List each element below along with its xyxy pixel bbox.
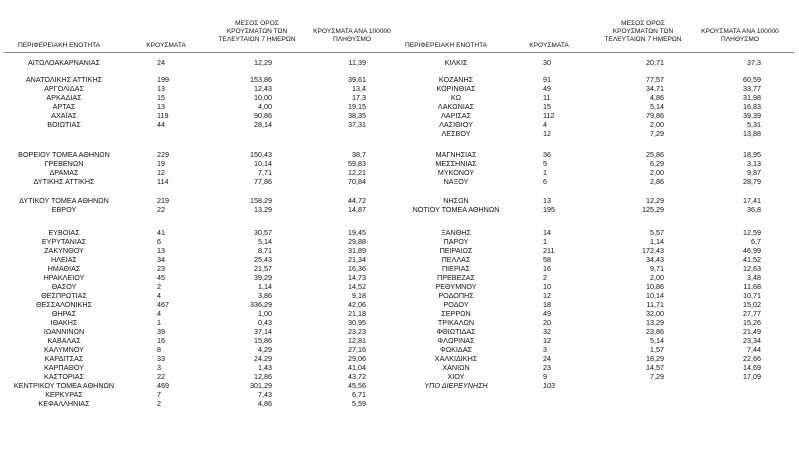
cell-avg: 153,86 <box>250 75 272 84</box>
cell-per: 27,16 <box>348 345 366 354</box>
cell-name: ΑΡΤΑΣ <box>52 102 76 111</box>
cell-per: 7,44 <box>747 345 761 354</box>
cell-name: ΘΕΣΣΑΛΟΝΙΚΗΣ <box>36 300 92 309</box>
cell-avg: 9,71 <box>650 264 664 273</box>
cell-avg: 21,57 <box>254 264 272 273</box>
cell-name: ΜΑΓΝΗΣΙΑΣ <box>435 150 477 159</box>
cell-cases: 12 <box>543 336 551 345</box>
cell-avg: 10,86 <box>646 282 664 291</box>
cell-name: ΧΙΟΥ <box>447 372 465 381</box>
cell-per: 19,15 <box>348 102 366 111</box>
cell-per: 3,48 <box>747 273 761 282</box>
cell-per: 17,3 <box>352 93 366 102</box>
cell-cases: 16 <box>157 336 165 345</box>
cell-name: ΝΗΣΩΝ <box>443 196 469 205</box>
cell-cases: 91 <box>543 75 551 84</box>
header-avg-left <box>212 20 302 44</box>
cell-cases: 33 <box>157 354 165 363</box>
cell-name: ΔΥΤΙΚΗΣ ΑΤΤΙΚΗΣ <box>33 177 95 186</box>
cell-name: ΦΘΙΩΤΙΔΑΣ <box>436 327 476 336</box>
header-per-line2: ΠΛΗΘΥΣΜΟ <box>333 36 371 43</box>
cell-cases: 1 <box>543 237 547 246</box>
cell-cases: 13 <box>157 102 165 111</box>
cell-avg: 4,86 <box>650 93 664 102</box>
cell-cases: 44 <box>157 120 165 129</box>
cell-name: ΔΡΑΜΑΣ <box>49 168 79 177</box>
cell-per: 18,95 <box>743 150 761 159</box>
header-avg-line2: ΚΡΟΥΣΜΑΤΩΝ ΤΩΝ <box>612 28 674 35</box>
cell-avg: 10,14 <box>646 291 664 300</box>
cell-avg: 32,00 <box>646 309 664 318</box>
cell-avg: 4,29 <box>258 345 272 354</box>
cell-per: 16,36 <box>348 264 366 273</box>
cell-avg: 1,57 <box>650 345 664 354</box>
cell-cases: 12 <box>157 168 165 177</box>
cell-avg: 7,29 <box>650 129 664 138</box>
cell-cases: 12 <box>543 129 551 138</box>
cell-per: 14,52 <box>348 282 366 291</box>
cell-name: ΠΑΡΟΥ <box>443 237 469 246</box>
cell-name: ΡΕΘΥΜΝΟΥ <box>435 282 477 291</box>
cell-name: ΠΙΕΡΙΑΣ <box>441 264 470 273</box>
cell-per: 28,79 <box>743 177 761 186</box>
header-region-left: ΠΕΡΙΦΕΡΕΙΑΚΗ ΕΝΟΤΗΤΑ <box>18 42 101 49</box>
cell-name: ΓΡΕΒΕΝΩΝ <box>44 159 84 168</box>
cell-avg: 10,00 <box>254 93 272 102</box>
header-avg-line1: ΜΕΣΟΣ ΟΡΟΣ <box>235 20 279 27</box>
cell-avg: 1,00 <box>258 309 272 318</box>
cell-cases: 119 <box>157 111 169 120</box>
cell-per: 29,06 <box>348 354 366 363</box>
cell-per: 21,18 <box>348 309 366 318</box>
cell-per: 9,87 <box>747 168 761 177</box>
cell-name: ΥΠΟ ΔΙΕΡΕΥΝΗΣΗ <box>424 381 488 390</box>
cell-name: ΔΥΤΙΚΟΥ ΤΟΜΕΑ ΑΘΗΝΩΝ <box>19 196 109 205</box>
cell-per: 33,77 <box>743 84 761 93</box>
cell-per: 14,87 <box>348 205 366 214</box>
cell-per: 11,68 <box>743 282 761 291</box>
cell-name: ΛΑΣΙΘΙΟΥ <box>439 120 473 129</box>
cell-avg: 5,57 <box>650 228 664 237</box>
cell-per: 45,56 <box>348 381 366 390</box>
cell-per: 38,35 <box>348 111 366 120</box>
cell-cases: 22 <box>157 205 165 214</box>
cell-name: ΑΙΤΩΛΟΑΚΑΡΝΑΝΙΑΣ <box>27 58 101 67</box>
cell-per: 37,31 <box>348 120 366 129</box>
cell-avg: 125,29 <box>642 205 664 214</box>
cell-per: 16,83 <box>743 102 761 111</box>
cell-avg: 15,86 <box>254 336 272 345</box>
cell-cases: 23 <box>543 363 551 372</box>
cell-cases: 2 <box>543 273 547 282</box>
cell-name: ΚΑΣΤΟΡΙΑΣ <box>44 372 84 381</box>
header-per-line1: ΚΡΟΥΣΜΑΤΑ ΑΝΑ 100000 <box>313 28 391 35</box>
cell-name: ΘΕΣΠΡΩΤΙΑΣ <box>41 291 87 300</box>
cell-cases: 45 <box>157 273 165 282</box>
cell-cases: 2 <box>157 282 161 291</box>
cell-avg: 34,71 <box>646 84 664 93</box>
cell-per: 5,31 <box>747 120 761 129</box>
header-per-line2: ΠΛΗΘΥΣΜΟ <box>721 36 759 43</box>
cell-avg: 150,43 <box>250 150 272 159</box>
cell-name: ΑΡΓΟΛΙΔΑΣ <box>44 84 84 93</box>
cell-per: 12,59 <box>743 228 761 237</box>
cell-name: ΗΜΑΘΙΑΣ <box>47 264 81 273</box>
cell-per: 9,18 <box>352 291 366 300</box>
cell-avg: 1,14 <box>650 237 664 246</box>
header-per-left <box>304 28 400 44</box>
header-avg-right <box>597 20 689 44</box>
cell-avg: 28,14 <box>254 120 272 129</box>
cell-avg: 20,71 <box>646 58 664 67</box>
cell-avg: 1,43 <box>258 363 272 372</box>
cell-name: ΚΕΝΤΡΙΚΟΥ ΤΟΜΕΑ ΑΘΗΝΩΝ <box>13 381 115 390</box>
cell-avg: 7,29 <box>650 372 664 381</box>
cell-avg: 30,57 <box>254 228 272 237</box>
cell-cases: 469 <box>157 381 169 390</box>
cell-avg: 2,00 <box>650 168 664 177</box>
cell-per: 60,59 <box>743 75 761 84</box>
cell-avg: 4,00 <box>258 102 272 111</box>
cell-avg: 10,14 <box>254 159 272 168</box>
cell-cases: 5 <box>543 159 547 168</box>
cell-name: ΛΑΡΙΣΑΣ <box>440 111 472 120</box>
cell-per: 22,66 <box>743 354 761 363</box>
cell-name: ΑΝΑΤΟΛΙΚΗΣ ΑΤΤΙΚΗΣ <box>25 75 103 84</box>
cell-name: ΦΩΚΙΔΑΣ <box>440 345 472 354</box>
cell-cases: 4 <box>157 291 161 300</box>
cell-avg: 14,57 <box>646 363 664 372</box>
cell-avg: 8,71 <box>258 246 272 255</box>
cell-name: ΧΑΛΚΙΔΙΚΗΣ <box>434 354 478 363</box>
cell-avg: 4,86 <box>258 399 272 408</box>
cell-avg: 5,14 <box>258 237 272 246</box>
cell-cases: 467 <box>157 300 169 309</box>
cell-cases: 6 <box>157 237 161 246</box>
header-avg-line1: ΜΕΣΟΣ ΟΡΟΣ <box>621 20 665 27</box>
header-cases-left: ΚΡΟΥΣΜΑΤΑ <box>146 42 186 49</box>
cell-per: 59,83 <box>348 159 366 168</box>
cell-avg: 2,00 <box>650 120 664 129</box>
cell-name: ΠΡΕΒΕΖΑΣ <box>437 273 475 282</box>
cell-name: ΙΩΑΝΝΙΝΩΝ <box>43 327 85 336</box>
cell-per: 42,06 <box>348 300 366 309</box>
cell-per: 43,72 <box>348 372 366 381</box>
cell-name: ΕΒΡΟΥ <box>51 205 77 214</box>
cell-name: ΚΙΛΚΙΣ <box>444 58 468 67</box>
cell-cases: 15 <box>157 93 165 102</box>
cell-name: ΖΑΚΥΝΘΟΥ <box>44 246 84 255</box>
cell-avg: 7,43 <box>258 390 272 399</box>
cell-cases: 13 <box>157 84 165 93</box>
cell-avg: 301,29 <box>250 381 272 390</box>
cell-name: ΞΑΝΘΗΣ <box>441 228 471 237</box>
cell-name: ΣΕΡΡΩΝ <box>441 309 471 318</box>
cell-cases: 2 <box>157 399 161 408</box>
cell-avg: 5,14 <box>650 336 664 345</box>
cell-name: ΕΥΒΟΙΑΣ <box>48 228 80 237</box>
cell-avg: 34,43 <box>646 255 664 264</box>
cell-per: 70,84 <box>348 177 366 186</box>
cell-cases: 34 <box>157 255 165 264</box>
cell-avg: 77,57 <box>646 75 664 84</box>
cell-cases: 6 <box>543 177 547 186</box>
cell-cases: 10 <box>543 282 551 291</box>
cell-name: ΘΗΡΑΣ <box>51 309 77 318</box>
cell-avg: 25,43 <box>254 255 272 264</box>
cell-avg: 12,43 <box>254 84 272 93</box>
cell-cases: 229 <box>157 150 169 159</box>
cell-cases: 219 <box>157 196 169 205</box>
cell-name: ΑΡΚΑΔΙΑΣ <box>46 93 82 102</box>
cell-per: 17,09 <box>743 372 761 381</box>
cell-per: 10,71 <box>743 291 761 300</box>
cell-name: ΡΟΔΟΠΗΣ <box>438 291 474 300</box>
cell-avg: 12,29 <box>646 196 664 205</box>
cell-avg: 158,29 <box>250 196 272 205</box>
cell-per: 13,4 <box>352 84 366 93</box>
cell-name: ΝΑΞΟΥ <box>443 177 469 186</box>
cell-per: 23,23 <box>348 327 366 336</box>
cell-per: 41,52 <box>743 255 761 264</box>
cell-name: ΦΛΩΡΙΝΑΣ <box>437 336 475 345</box>
cell-avg: 24,29 <box>254 354 272 363</box>
cell-avg: 7,71 <box>258 168 272 177</box>
cell-cases: 3 <box>157 363 161 372</box>
cell-cases: 1 <box>157 318 161 327</box>
cell-avg: 0,43 <box>258 318 272 327</box>
cell-cases: 41 <box>157 228 165 237</box>
cell-name: ΑΧΑΪΑΣ <box>51 111 77 120</box>
cell-name: ΚΟΡΙΝΘΙΑΣ <box>436 84 476 93</box>
cell-name: ΒΟΙΩΤΙΑΣ <box>47 120 81 129</box>
header-per-right <box>690 28 790 44</box>
cell-per: 19,45 <box>348 228 366 237</box>
cell-per: 21,34 <box>348 255 366 264</box>
cell-per: 44,72 <box>348 196 366 205</box>
cell-cases: 211 <box>543 246 555 255</box>
cell-name: ΚΑΒΑΛΑΣ <box>47 336 81 345</box>
cell-cases: 15 <box>543 102 551 111</box>
cell-cases: 20 <box>543 318 551 327</box>
cell-cases: 13 <box>543 196 551 205</box>
cell-name: ΜΕΣΣΗΝΙΑΣ <box>435 159 477 168</box>
header-avg-line3: ΤΕΛΕΥΤΑΙΩΝ 7 ΗΜΕΡΩΝ <box>218 36 296 43</box>
cell-per: 6,71 <box>352 390 366 399</box>
cell-cases: 32 <box>543 327 551 336</box>
cell-per: 13,88 <box>743 129 761 138</box>
cell-name: ΒΟΡΕΙΟΥ ΤΟΜΕΑ ΑΘΗΝΩΝ <box>18 150 110 159</box>
cell-avg: 2,00 <box>650 273 664 282</box>
cell-per: 39,39 <box>743 111 761 120</box>
cell-cases: 24 <box>157 58 165 67</box>
cell-avg: 39,29 <box>254 273 272 282</box>
header-per-line1: ΚΡΟΥΣΜΑΤΑ ΑΝΑ 100000 <box>701 28 779 35</box>
cell-name: ΙΘΑΚΗΣ <box>50 318 78 327</box>
cell-avg: 172,43 <box>642 246 664 255</box>
cell-name: ΚΑΡΔΙΤΣΑΣ <box>44 354 84 363</box>
cell-cases: 36 <box>543 150 551 159</box>
cell-per: 5,59 <box>352 399 366 408</box>
cell-per: 21,49 <box>743 327 761 336</box>
cell-name: ΤΡΙΚΑΛΩΝ <box>437 318 475 327</box>
header-avg-line2: ΚΡΟΥΣΜΑΤΩΝ ΤΩΝ <box>226 28 288 35</box>
cell-avg: 37,14 <box>254 327 272 336</box>
cell-per: 23,34 <box>743 336 761 345</box>
cell-avg: 18,29 <box>646 354 664 363</box>
cell-per: 36,8 <box>747 205 761 214</box>
cell-name: ΚΩ <box>450 93 462 102</box>
cell-per: 11,39 <box>348 58 366 67</box>
cell-per: 14,69 <box>743 363 761 372</box>
cell-per: 15,26 <box>743 318 761 327</box>
cell-name: ΚΕΡΚΥΡΑΣ <box>45 390 83 399</box>
cell-cases: 4 <box>543 120 547 129</box>
cell-cases: 112 <box>543 111 555 120</box>
cell-avg: 336,29 <box>250 300 272 309</box>
cell-per: 41,04 <box>348 363 366 372</box>
cell-cases: 18 <box>543 300 551 309</box>
cell-cases: 4 <box>157 309 161 318</box>
cell-avg: 90,86 <box>254 111 272 120</box>
cell-per: 14,73 <box>348 273 366 282</box>
cell-name: ΚΕΦΑΛΛΗΝΙΑΣ <box>38 399 90 408</box>
cell-name: ΚΑΡΠΑΘΟΥ <box>44 363 84 372</box>
header-avg-line3: ΤΕΛΕΥΤΑΙΩΝ 7 ΗΜΕΡΩΝ <box>604 36 682 43</box>
cell-per: 6,7 <box>751 237 761 246</box>
cell-avg: 79,86 <box>646 111 664 120</box>
cell-avg: 12,29 <box>254 58 272 67</box>
cell-per: 46,99 <box>743 246 761 255</box>
cell-avg: 6,29 <box>650 159 664 168</box>
header-region-right: ΠΕΡΙΦΕΡΕΙΑΚΗ ΕΝΟΤΗΤΑ <box>405 42 488 49</box>
cell-name: ΡΟΔΟΥ <box>443 300 469 309</box>
cell-cases: 3 <box>543 345 547 354</box>
cell-avg: 3,86 <box>258 291 272 300</box>
cell-name: ΘΑΣΟΥ <box>51 282 77 291</box>
cell-cases: 49 <box>543 84 551 93</box>
cell-cases: 39 <box>157 327 165 336</box>
cell-per: 3,13 <box>747 159 761 168</box>
cell-avg: 5,14 <box>650 102 664 111</box>
cell-per: 31,89 <box>348 246 366 255</box>
cell-per: 27,77 <box>743 309 761 318</box>
cell-cases: 12 <box>543 291 551 300</box>
cell-cases: 11 <box>543 93 551 102</box>
cell-per: 29,88 <box>348 237 366 246</box>
cell-cases: 14 <box>543 228 551 237</box>
cell-cases: 199 <box>157 75 169 84</box>
cell-per: 15,02 <box>743 300 761 309</box>
cell-cases: 24 <box>543 354 551 363</box>
cell-avg: 12,86 <box>254 372 272 381</box>
cell-per: 17,41 <box>743 196 761 205</box>
cell-cases: 7 <box>157 390 161 399</box>
cell-avg: 2,86 <box>650 177 664 186</box>
cell-per: 31,98 <box>743 93 761 102</box>
cell-cases: 58 <box>543 255 551 264</box>
cell-name: ΛΑΚΩΝΙΑΣ <box>437 102 475 111</box>
cell-cases: 16 <box>543 264 551 273</box>
cell-name: ΗΛΕΙΑΣ <box>50 255 78 264</box>
cell-avg: 11,71 <box>646 300 664 309</box>
cell-name: ΠΕΛΛΑΣ <box>441 255 471 264</box>
cell-per: 39,61 <box>348 75 366 84</box>
cell-avg: 13,29 <box>254 205 272 214</box>
cell-avg: 77,86 <box>254 177 272 186</box>
cell-cases: 9 <box>543 372 547 381</box>
cell-cases: 103 <box>543 381 555 390</box>
cell-name: ΚΟΖΑΝΗΣ <box>438 75 474 84</box>
header-cases-right: ΚΡΟΥΣΜΑΤΑ <box>529 42 569 49</box>
cell-per: 38,7 <box>352 150 366 159</box>
cell-cases: 22 <box>157 372 165 381</box>
cell-per: 30,95 <box>348 318 366 327</box>
cell-name: ΜΥΚΟΝΟΥ <box>437 168 475 177</box>
cell-cases: 49 <box>543 309 551 318</box>
cell-name: ΠΕΙΡΑΙΩΣ <box>439 246 473 255</box>
cell-name: ΛΕΣΒΟΥ <box>441 129 471 138</box>
cell-name: ΕΥΡΥΤΑΝΙΑΣ <box>41 237 87 246</box>
cell-name: ΗΡΑΚΛΕΙΟΥ <box>43 273 85 282</box>
cell-avg: 13,29 <box>646 318 664 327</box>
cell-per: 12,63 <box>743 264 761 273</box>
cell-cases: 195 <box>543 205 555 214</box>
header-divider <box>4 52 794 53</box>
cell-cases: 1 <box>543 168 547 177</box>
cell-cases: 8 <box>157 345 161 354</box>
cell-name: ΚΑΛΥΜΝΟΥ <box>44 345 84 354</box>
cell-avg: 23,86 <box>646 327 664 336</box>
cell-cases: 23 <box>157 264 165 273</box>
cell-per: 12,21 <box>348 168 366 177</box>
cell-per: 12,81 <box>348 336 366 345</box>
cell-avg: 1,14 <box>258 282 272 291</box>
cell-avg: 25,86 <box>646 150 664 159</box>
cell-cases: 30 <box>543 58 551 67</box>
cell-name: ΝΟΤΙΟΥ ΤΟΜΕΑ ΑΘΗΝΩΝ <box>412 205 500 214</box>
cell-per: 37,3 <box>747 58 761 67</box>
cell-cases: 19 <box>157 159 165 168</box>
cell-name: ΧΑΝΙΩΝ <box>442 363 470 372</box>
cell-cases: 13 <box>157 246 165 255</box>
cell-cases: 114 <box>157 177 169 186</box>
